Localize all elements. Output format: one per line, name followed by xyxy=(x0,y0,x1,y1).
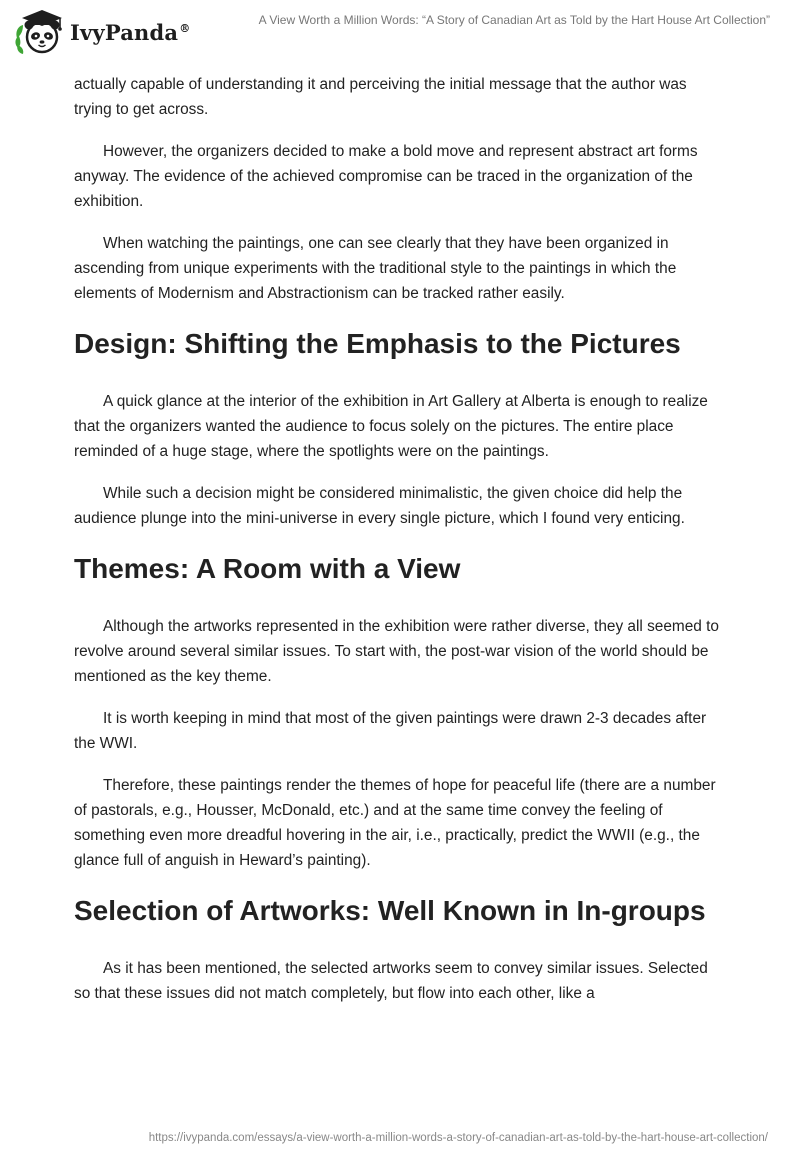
essay-content xyxy=(74,72,724,1023)
page-header xyxy=(0,0,800,64)
section-heading-selection: Selection of Artworks: Well Known in In-groups xyxy=(74,895,706,926)
paragraph: It is worth keeping in mind that most of the given paintings were drawn 2-3 decades after the WWI. xyxy=(74,710,707,752)
paragraph: As it has been mentioned, the selected artworks seem to convey similar issues. Selected so that these issues did not match completely, but flow into each other, like a xyxy=(74,960,708,1002)
paragraph: However, the organizers decided to make a bold move and represent abstract art forms anyway. The evidence of the achieved compromise can be traced in the organization of the exhibition. xyxy=(74,143,698,210)
paragraph: A quick glance at the interior of the exhibition in Art Gallery at Alberta is enough to realize that the organizers wanted the audience to focus solely on the pictures. The entire place reminded of a huge stage, where the spotlights were on the paintings. xyxy=(74,393,708,460)
panda-graduation-cap-icon xyxy=(14,8,66,56)
ivypanda-logo[interactable] xyxy=(14,8,190,56)
section-heading-themes: Themes: A Room with a View xyxy=(74,553,461,584)
paragraph: While such a decision might be considered minimalistic, the given choice did help the audience plunge into the mini-universe in every single picture, which I found very enticing. xyxy=(74,485,685,527)
paragraph: Although the artworks represented in the exhibition were rather diverse, they all seemed to revolve around several similar issues. To start with, the post-war vision of the world should be mentioned as the key theme. xyxy=(74,618,719,685)
source-url-link[interactable]: https://ivypanda.com/essays/a-view-worth-a-million-words-a-story-of-canadian-art-as-told-by-the-hart-house-art-collection/ xyxy=(148,1132,768,1144)
document-title: A View Worth a Million Words: “A Story of Canadian Art as Told by the Hart House Art Collection” xyxy=(258,13,770,27)
section-heading-design: Design: Shifting the Emphasis to the Pictures xyxy=(74,328,681,359)
registered-mark: ® xyxy=(179,21,191,35)
paragraph: When watching the paintings, one can see clearly that they have been organized in ascending from unique experiments with the traditional style to the paintings in which the elements of Modernism and Abstractionism can be tracked rather easily. xyxy=(74,235,677,302)
paragraph: Therefore, these paintings render the themes of hope for peaceful life (there are a number of pastorals, e.g., Housser, McDonald, etc.) and at the same time convey the feeling of something even more dreadful hovering in the air, i.e., practically, predict the WWII (e.g., the glance full of anguish in Heward’s painting). xyxy=(74,777,716,869)
brand-name: IvyPanda® xyxy=(70,19,191,45)
paragraph: actually capable of understanding it and perceiving the initial message that the author was trying to get across. xyxy=(74,76,687,118)
